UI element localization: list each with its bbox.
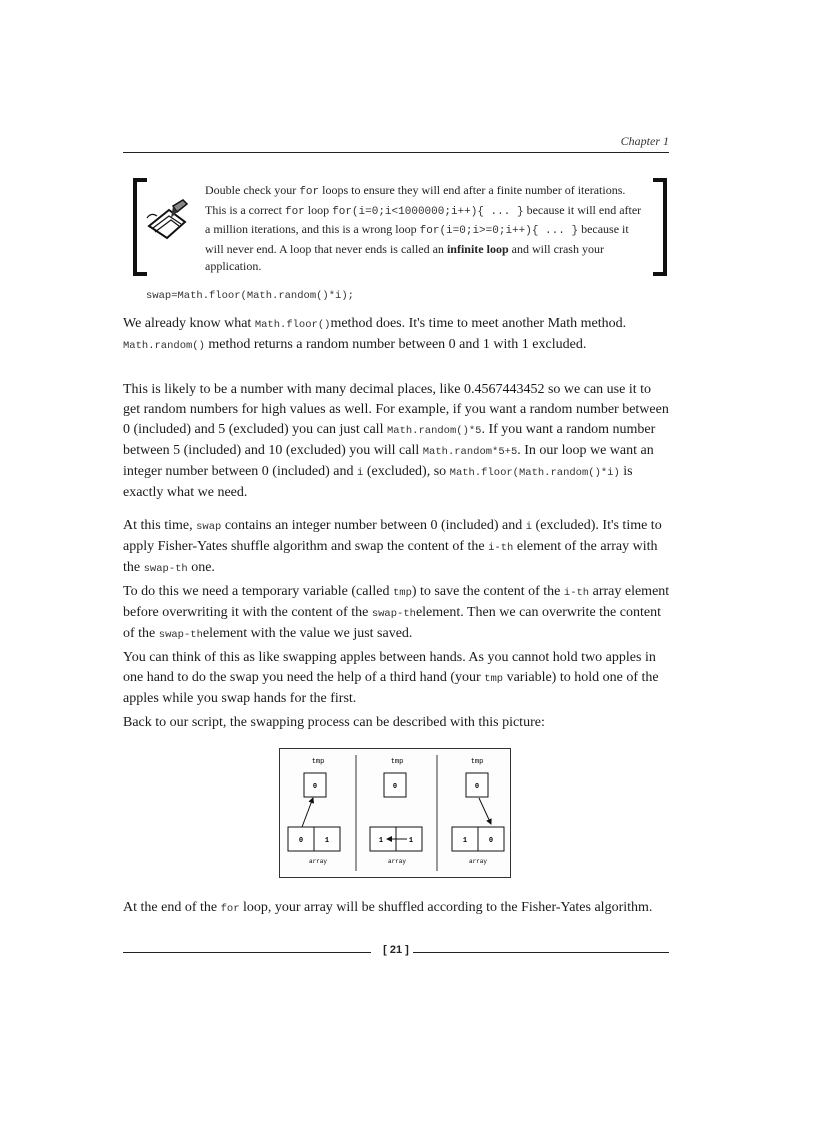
tmp-value: 0	[474, 783, 480, 791]
inline-code: swap-th	[158, 629, 203, 641]
note-text-run: loops to ensure they will end after a finite number of iterations. This is a correct	[205, 183, 626, 217]
note-code: for(i=0;i<1000000;i++){ ... }	[332, 205, 524, 218]
panel-2	[370, 758, 422, 865]
text-run: At this time,	[123, 518, 197, 533]
note-text-run: Double check your	[205, 183, 300, 197]
text-run: is exactly what we need.	[123, 464, 633, 500]
text-run: contains an integer number between 0 (included) and	[221, 518, 526, 533]
page-number: [ 21 ]	[383, 944, 409, 956]
text-run: (excluded). It's time to apply Fisher-Yates shuffle algorithm and swap the content of the	[123, 518, 662, 554]
arrow-to-tmp	[302, 798, 313, 827]
tmp-value: 0	[392, 783, 398, 791]
inline-code: swap	[196, 521, 222, 533]
paragraph-temporary-variable	[123, 582, 671, 645]
inline-code: for	[220, 903, 240, 915]
panel-3	[452, 758, 504, 865]
paragraph-random-range	[123, 380, 671, 503]
note-text-run: because it will end after a million iterations, and this is a wrong loop	[205, 202, 642, 236]
array-cell-value: 1	[462, 837, 468, 845]
text-run: . In our loop we want an integer number between 0 (included) and	[123, 443, 654, 479]
inline-code: swap-th	[371, 608, 416, 620]
info-note-box	[133, 178, 667, 273]
text-run: variable) to hold one of the apples while you swap hands for the first.	[123, 670, 659, 706]
inline-code: Math.random()*5	[386, 425, 482, 437]
array-cell-value: 1	[378, 837, 384, 845]
array-cell-value: 0	[298, 837, 304, 845]
note-text-run: because it will never end. A loop that never ends is called an	[205, 222, 629, 256]
text-run: We already know what	[123, 316, 255, 331]
page-footer	[123, 944, 669, 960]
note-text	[205, 182, 645, 276]
text-run: . If you want a random number between 5 (included) and 10 (excluded) you will call	[123, 422, 656, 458]
text-run: Back to our script, the swapping process can be described with this picture:	[123, 715, 545, 730]
array-cell-value: 1	[408, 837, 414, 845]
tmp-label: tmp	[470, 758, 484, 766]
paragraph-conclusion	[123, 898, 671, 919]
text-run: At the end of the	[123, 900, 221, 915]
text-run: To do this we need a temporary variable (called	[123, 584, 393, 599]
inline-code: i-th	[488, 542, 514, 554]
text-run: element with the value we just saved.	[202, 626, 413, 641]
inline-code: Math.floor(Math.random()*i)	[449, 467, 620, 479]
tmp-value: 0	[312, 783, 318, 791]
text-run: method does. It's time to meet another Math method.	[330, 316, 627, 331]
pencil-note-icon	[145, 196, 191, 244]
inline-code: swap-th	[143, 563, 188, 575]
text-run: This is likely to be a number with many decimal places, like 0.4567443452 so we can use it to get random numbers for high values as well. For example, if you want a random number between 0 (included) and 5 (excluded) you can just call	[123, 382, 669, 437]
tmp-label: tmp	[390, 758, 404, 766]
chapter-label: Chapter 1	[620, 134, 669, 148]
swap-diagram	[279, 748, 511, 878]
array-cell-value: 1	[324, 837, 330, 845]
inline-code: Math.floor()	[254, 319, 331, 331]
text-run: (excluded), so	[363, 464, 450, 479]
note-code: for	[284, 205, 305, 218]
code-line: swap=Math.floor(Math.random()*i);	[146, 290, 354, 302]
running-header	[123, 134, 669, 153]
note-text-run: and will crash your application.	[205, 241, 604, 273]
paragraph-picture-intro	[123, 713, 671, 733]
array-label: array	[387, 858, 407, 865]
note-right-bracket	[653, 178, 667, 276]
inline-code: tmp	[484, 673, 504, 685]
text-run: element. Then we can overwrite the content of the	[123, 605, 661, 641]
inline-code: i-th	[563, 587, 590, 599]
note-code: for	[299, 186, 320, 198]
text-run: ) to save the content of the	[411, 584, 564, 599]
paragraph-apples-analogy	[123, 648, 671, 709]
inline-code: i	[525, 521, 533, 533]
paragraph-swap-contains	[123, 516, 671, 579]
note-bold-term: infinite loop	[446, 241, 509, 256]
text-run: one.	[187, 560, 215, 575]
array-cell-value: 0	[488, 837, 494, 845]
array-label: array	[468, 858, 488, 865]
inline-code: Math.random*5+5	[422, 446, 518, 458]
text-run: method returns a random number between 0 and 1 with 1 excluded.	[204, 337, 587, 352]
text-run: array element before overwriting it with the content of the	[123, 584, 670, 620]
note-code: for(i=0;i>=0;i++){ ... }	[419, 225, 579, 237]
inline-code: Math.random()	[123, 340, 205, 352]
inline-code: tmp	[392, 587, 412, 599]
text-run: loop, your array will be shuffled according to the Fisher-Yates algorithm.	[239, 900, 653, 915]
inline-code: i	[357, 467, 364, 479]
array-label: array	[308, 858, 328, 865]
note-text-run: loop	[304, 202, 333, 217]
text-run: You can think of this as like swapping apples between hands. As you cannot hold two apples in one hand to do the swap you need the help of a third hand (your	[123, 650, 656, 685]
tmp-label: tmp	[311, 758, 325, 766]
paragraph-math-random	[123, 314, 671, 356]
arrow-from-tmp	[479, 798, 491, 824]
text-run: element of the array with the	[123, 539, 658, 575]
panel-1	[288, 758, 340, 865]
